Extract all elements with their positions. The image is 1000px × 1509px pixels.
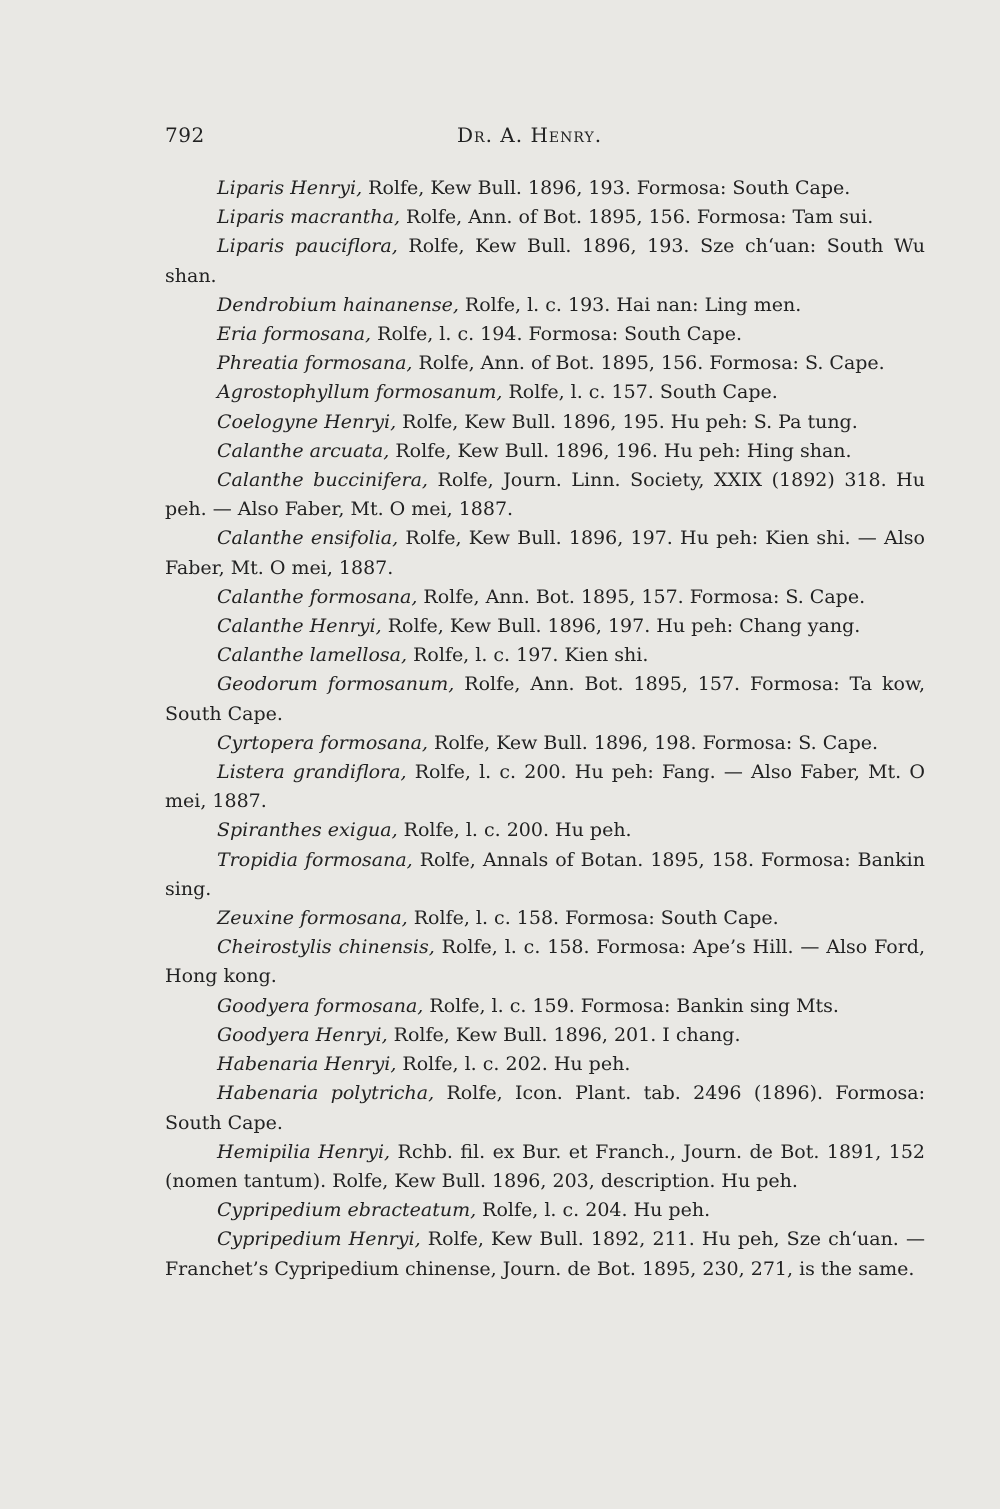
species-name: Dendrobium hainanense, — [217, 293, 459, 316]
citation-text: Rolfe, Kew Bull. 1896, 196. Hu peh: Hing shan. — [389, 439, 852, 462]
citation-text: Rolfe, Kew Bull. 1896, 197. Hu peh: Chang yang. — [381, 615, 861, 638]
species-name: Goodyera Henryi, — [217, 1023, 388, 1046]
citation-text: Rolfe, Icon. Plant. tab. 2496 (1896). Formosa: South Cape. — [165, 1082, 925, 1134]
citation-text: Rolfe, l. c. 158. Formosa: Ape’s Hill. — Also Ford, Hong kong. — [165, 936, 925, 988]
species-name: Geodorum formosanum, — [217, 673, 455, 696]
citation-text: Rolfe, l. c. 200. Hu peh. — [397, 819, 632, 842]
species-name: Hemipilia Henryi, — [217, 1140, 391, 1163]
species-name: Habenaria Henryi, — [217, 1053, 397, 1076]
list-item — [165, 174, 925, 203]
citation-text: Rolfe, Ann. Bot. 1895, 157. Formosa: Ta kow, South Cape. — [165, 673, 925, 725]
list-item — [165, 846, 925, 904]
citation-text: Rolfe, Kew Bull. 1896, 197. Hu peh: Kien shi. — Also Faber, Mt. O mei, 1887. — [165, 527, 925, 579]
list-item — [165, 612, 925, 641]
citation-text: Rolfe, l. c. 197. Kien shi. — [407, 644, 649, 667]
list-item — [165, 1225, 925, 1283]
list-item — [165, 729, 925, 758]
species-name: Liparis macrantha, — [217, 206, 401, 229]
list-item — [165, 437, 925, 466]
citation-text: Rolfe, Ann. Bot. 1895, 157. Formosa: S. Cape. — [417, 585, 866, 608]
list-item — [165, 1196, 925, 1225]
list-item — [165, 992, 925, 1021]
list-item — [165, 1050, 925, 1079]
list-item — [165, 232, 925, 290]
list-item — [165, 758, 925, 816]
running-head: Dr. A. Henry. — [457, 123, 603, 147]
citation-text: Rchb. fil. ex Bur. et Franch., Journ. de Bot. 1891, 152 (nomen tantum). Rolfe, Kew Bull. 1896, 203, description. Hu peh. — [165, 1140, 925, 1192]
species-name: Listera grandiflora, — [217, 761, 407, 784]
list-item — [165, 816, 925, 845]
citation-text: Rolfe, l. c. 204. Hu peh. — [476, 1199, 711, 1222]
list-item — [165, 378, 925, 407]
citation-text: Rolfe, l. c. 193. Hai nan: Ling men. — [458, 293, 802, 316]
citation-text: Rolfe, Annals of Botan. 1895, 158. Formosa: Bankin sing. — [165, 848, 925, 900]
species-name: Zeuxine formosana, — [217, 907, 408, 930]
citation-text: Rolfe, Kew Bull. 1896, 201. I chang. — [387, 1023, 741, 1046]
citation-text: Rolfe, Kew Bull. 1896, 195. Hu peh: S. Pa tung. — [396, 410, 858, 433]
species-name: Calanthe ensifolia, — [217, 527, 399, 550]
species-name: Liparis pauciflora, — [217, 235, 398, 258]
species-name: Spiranthes exigua, — [217, 819, 398, 842]
page-header — [165, 123, 925, 153]
citation-text: Rolfe, Kew Bull. 1896, 198. Formosa: S. Cape. — [427, 731, 879, 754]
citation-text: Rolfe, l. c. 158. Formosa: South Cape. — [407, 907, 779, 930]
citation-text: Rolfe, l. c. 157. South Cape. — [502, 381, 778, 404]
list-item — [165, 1079, 925, 1137]
list-item — [165, 1138, 925, 1196]
species-name: Calanthe arcuata, — [217, 439, 390, 462]
list-item — [165, 466, 925, 524]
list-item — [165, 349, 925, 378]
species-name: Phreatia formosana, — [217, 352, 413, 375]
species-name: Cypripedium Henryi, — [217, 1228, 421, 1251]
list-item — [165, 408, 925, 437]
species-name: Cyrtopera formosana, — [217, 731, 428, 754]
species-name: Habenaria polytricha, — [217, 1082, 435, 1105]
list-item — [165, 583, 925, 612]
list-item — [165, 291, 925, 320]
species-name: Eria formosana, — [217, 323, 372, 346]
list-item — [165, 933, 925, 991]
list-item — [165, 904, 925, 933]
list-item — [165, 1021, 925, 1050]
species-name: Calanthe formosana, — [217, 585, 418, 608]
species-name: Cheirostylis chinensis, — [217, 936, 435, 959]
citation-text: Rolfe, Kew Bull. 1892, 211. Hu peh, Sze ch‘uan. — Franchet’s Cypripedium chinense, Journ. de Bot. 1895, 230, 271, is the same. — [165, 1228, 925, 1280]
species-name: Calanthe buccinifera, — [217, 469, 428, 492]
species-name: Calanthe lamellosa, — [217, 644, 408, 667]
species-name: Agrostophyllum formosanum, — [217, 381, 503, 404]
list-item — [165, 670, 925, 728]
citation-text: Rolfe, l. c. 194. Formosa: South Cape. — [371, 323, 743, 346]
list-item — [165, 524, 925, 582]
list-item — [165, 320, 925, 349]
species-name: Liparis Henryi, — [217, 177, 363, 199]
species-name: Calanthe Henryi, — [217, 615, 382, 638]
citation-text: Rolfe, Ann. of Bot. 1895, 156. Formosa: Tam sui. — [400, 206, 874, 229]
species-name: Coelogyne Henryi, — [217, 410, 397, 433]
species-name: Goodyera formosana, — [217, 994, 424, 1017]
citation-text: Rolfe, Ann. of Bot. 1895, 156. Formosa: S. Cape. — [412, 352, 885, 375]
species-name: Tropidia formosana, — [217, 848, 413, 871]
citation-text: Rolfe, Journ. Linn. Society, XXIX (1892) 318. Hu peh. — Also Faber, Mt. O mei, 1887. — [165, 469, 925, 521]
citation-text: Rolfe, Kew Bull. 1896, 193. Sze ch‘uan: South Wu shan. — [165, 235, 926, 287]
citation-text: Rolfe, l. c. 159. Formosa: Bankin sing Mts. — [423, 994, 839, 1017]
citation-text: Rolfe, l. c. 200. Hu peh: Fang. — Also Faber, Mt. O mei, 1887. — [165, 761, 925, 813]
list-item — [165, 203, 925, 232]
species-list — [165, 174, 925, 1284]
citation-text: Rolfe, Kew Bull. 1896, 193. Formosa: South Cape. — [362, 177, 851, 199]
page-number: 792 — [165, 123, 205, 147]
list-item — [165, 641, 925, 670]
species-name: Cypripedium ebracteatum, — [217, 1199, 477, 1222]
citation-text: Rolfe, l. c. 202. Hu peh. — [396, 1053, 631, 1076]
